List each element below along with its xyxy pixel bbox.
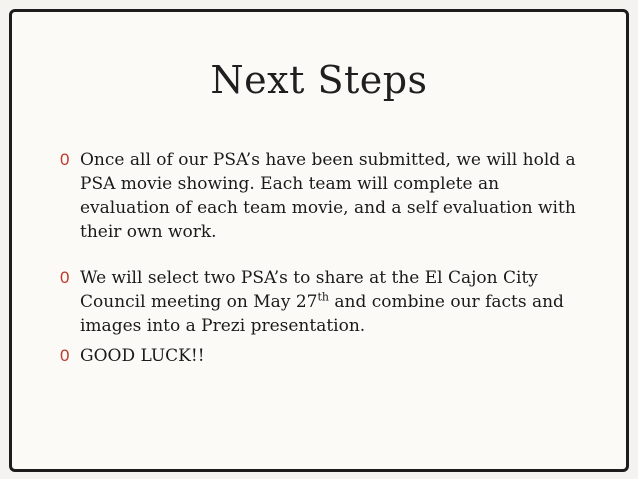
bullet-marker: 0 (60, 268, 70, 287)
bullet-item-3 (60, 344, 580, 368)
bullet-text-2-superscript: th (317, 290, 329, 304)
bullet-text-1: Once all of our PSA’s have been submitted, we will hold a PSA movie showing. Each team will complete an evaluation of each team movie, and a self evaluation with their own work. (80, 150, 576, 242)
slide-content (60, 148, 580, 390)
bullet-item-2 (60, 266, 580, 338)
bullet-text-3: GOOD LUCK!! (80, 346, 205, 366)
bullet-item-1 (60, 148, 580, 244)
bullet-marker: 0 (60, 150, 70, 169)
bullet-text-2-part-2: and combine our facts and images into a Prezi presentation. (80, 292, 564, 336)
slide-title: Next Steps (210, 58, 428, 102)
bullet-text-2-part-1: We will select two PSA’s to share at the El Cajon City Council meeting on May 27 (80, 268, 538, 312)
bullet-marker: 0 (60, 346, 70, 365)
